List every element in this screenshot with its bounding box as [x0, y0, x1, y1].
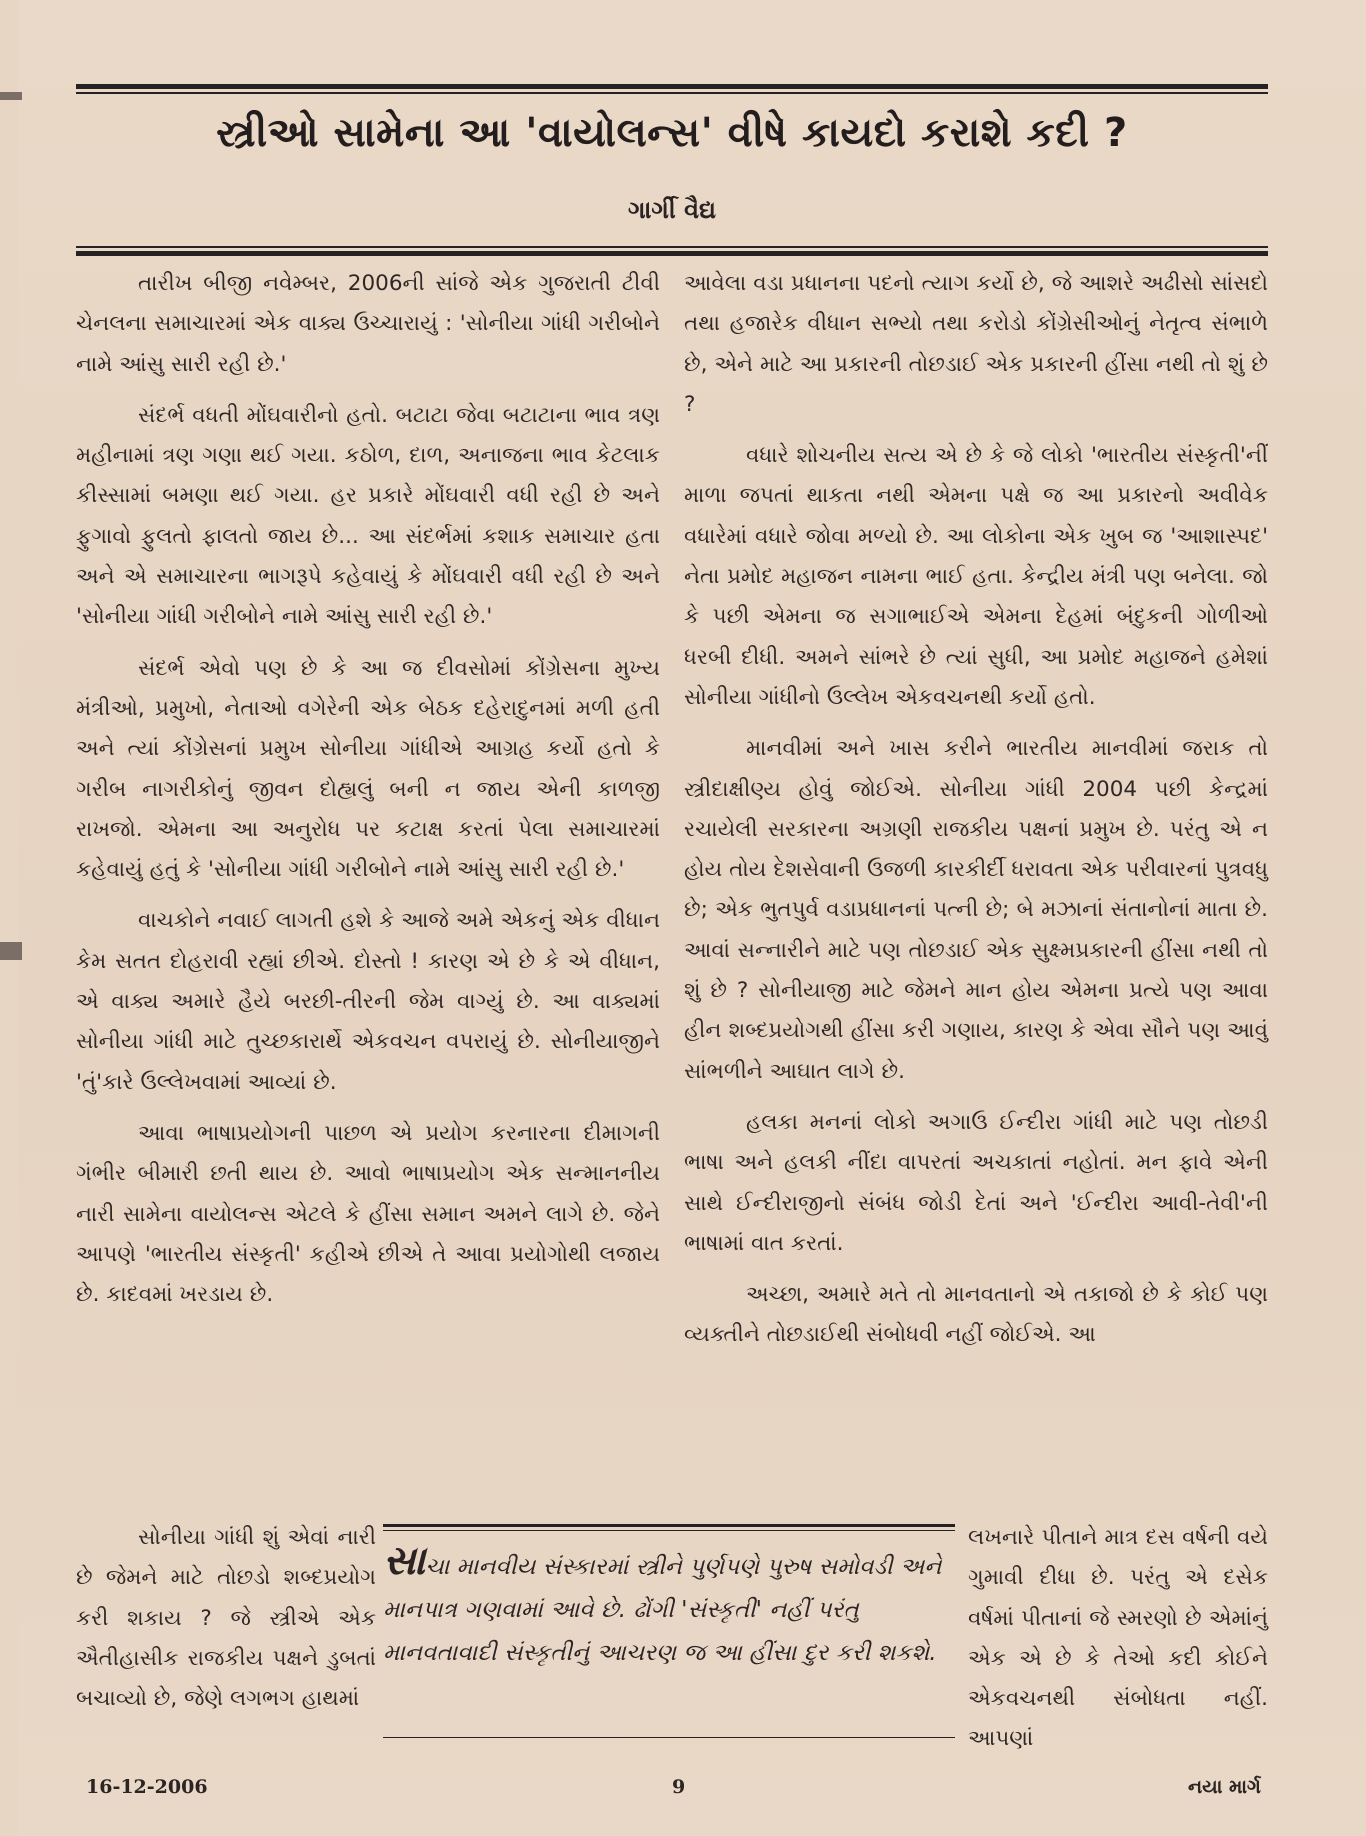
left-bottom-paragraph: સોનીયા ગાંધી શું એવાં નારી છે જેમને માટે તોછડો શબ્દપ્રયોગ કરી શકાય ? જે સ્ત્રીએ એક ઐતીહાસીક રાજકીય પક્ષને ડુબતાં બચાવ્યો છે, જેણે લગભગ હાથમાં: [76, 1525, 376, 1712]
left-paragraph: સંદર્ભ એવો પણ છે કે આ જ દીવસોમાં કોંગ્રેસના મુખ્ય મંત્રીઓ, પ્રમુખો, નેતાઓ વગેરેની એક બેઠક દહેરાદુનમાં મળી હતી અને ત્યાં કોંગ્રેસનાં પ્રમુખ સોનીયા ગાંધીએ આગ્રહ કર્યો હતો કે ગરીબ નાગરીકોનું જીવન દોહ્યલું બની ન જાય એની કાળજી રાખજો. એમના આ અનુરોધ પર કટાક્ષ કરતાં પેલા સમાચારમાં કહેવાયું હતું કે 'સોનીયા ગાંધી ગરીબોને નામે આંસુ સારી રહી છે.': [76, 655, 660, 883]
byline-rule: [76, 246, 1268, 248]
right-paragraph: હલકા મનનાં લોકો અગાઉ ઈન્દીરા ગાંધી માટે પણ તોછડી ભાષા અને હલકી નીંદા વાપરતાં અચકાતાં નહોતાં. મન ફાવે એની સાથે ઈન્દીરાજીનો સંબંધ જોડી દેતાં અને 'ઈન્દીરા આવી-તેવી'ની ભાષામાં વાત કરતાં.: [684, 1109, 1268, 1256]
left-bottom-column: [76, 1518, 376, 1730]
right-bottom-column: [968, 1518, 1268, 1771]
pull-quote-initial: સા: [383, 1538, 426, 1584]
pull-quote-text: ચા માનવીય સંસ્કારમાં સ્ત્રીને પુર્ણપણે પુરુષ સમોવડી અને માનપાત્ર ગણવામાં આવે છે. ઢોંગી 'સંસ્કૃતી' નહીં પરંતુ માનવતાવાદી સંસ્કૃતીનું આચરણ જ આ હીંસા દુર કરી શકશે.: [383, 1554, 942, 1666]
right-paragraph: અચ્છા, અમારે મતે તો માનવતાનો એ તકાજો છે કે કોઈ પણ વ્યક્તીને તોછડાઈથી સંબોધવી નહીં જોઈએ. આ: [684, 1282, 1268, 1348]
torn-edge-top: [0, 92, 22, 100]
right-bottom-paragraph: લખનારે પીતાને માત્ર દસ વર્ષની વયે ગુમાવી દીધા છે. પરંતુ એ દસેક વર્ષમાં પીતાનાં જે સ્મરણો છે એમાંનું એક એ છે કે તેઓ કદી કોઈને એકવચનથી સંબોધતા નહીં. આપણાં: [968, 1525, 1268, 1752]
right-column: [684, 264, 1268, 1367]
article-byline: ગાર્ગી વૈદ્ય: [627, 196, 717, 224]
footer-date: 16-12-2006: [86, 1776, 208, 1798]
pull-quote: [383, 1540, 955, 1675]
torn-edge-bottom: [0, 942, 22, 960]
left-paragraph: સંદર્ભ વધતી મોંઘવારીનો હતો. બટાટા જેવા બટાટાના ભાવ ત્રણ મહીનામાં ત્રણ ગણા થઈ ગયા. કઠોળ, દાળ, અનાજના ભાવ કેટલાક કીસ્સામાં બમણા થઈ ગયા. હર પ્રકારે મોંઘવારી વધી રહી છે અને ફુગાવો ફુલતો ફાલતો જાય છે... આ સંદર્ભમાં કશાક સમાચાર હતા અને એ સમાચારના ભાગરૂપે કહેવાયું કે મોંઘવારી વધી રહી છે અને 'સોનીયા ગાંધી ગરીબોને નામે આંસુ સારી રહી છે.': [76, 402, 660, 630]
footer-publication: નયા માર્ગ: [1188, 1776, 1261, 1798]
pullquote-top-rule: [383, 1524, 955, 1527]
article-headline: સ્ત્રીઓ સામેના આ 'વાયોલન્સ' વીષે કાયદો કરાશે કદી ?: [216, 110, 1128, 156]
top-rule: [76, 84, 1268, 89]
top-rule-thin: [76, 92, 1268, 94]
right-paragraph: માનવીમાં અને ખાસ કરીને ભારતીય માનવીમાં જરાક તો સ્ત્રીદાક્ષીણ્ય હોવું જોઈએ. સોનીયા ગાંધી 2004 પછી કેન્દ્રમાં રચાયેલી સરકારના અગ્રણી રાજકીય પક્ષનાં પ્રમુખ છે. પરંતુ એ ન હોય તોય દેશસેવાની ઉજળી કારકીર્દી ધરાવતા એક પરીવારનાં પુત્રવધુ છે; એક ભુતપુર્વ વડાપ્રધાનનાં પત્ની છે; બે મઝાનાં સંતાનોનાં માતા છે. આવાં સન્નારીને માટે પણ તોછડાઈ એક સુક્ષ્મપ્રકારની હીંસા નથી તો શું છે ? સોનીયાજી માટે જેમને માન હોય એમના પ્રત્યે પણ આવા હીન શબ્દપ્રયોગથી હીંસા કરી ગણાય, કારણ કે એવા સૌને પણ આવું સાંભળીને આઘાત લાગે છે.: [684, 736, 1268, 1084]
left-paragraph: તારીખ બીજી નવેમ્બર, 2006ની સાંજે એક ગુજરાતી ટીવી ચેનલના સમાચારમાં એક વાક્ય ઉચ્ચારાયું : 'સોનીયા ગાંધી ગરીબોને નામે આંસુ સારી રહી છે.': [76, 271, 660, 377]
right-paragraph: વધારે શોચનીય સત્ય એ છે કે જે લોકો 'ભારતીય સંસ્કૃતી'નીં માળા જપતાં થાકતા નથી એમના પક્ષે જ આ પ્રકારનો અવીવેક વધારેમાં વધારે જોવા મળ્યો છે. આ લોકોના એક ખુબ જ 'આશાસ્પદ' નેતા પ્રમોદ મહાજન નામના ભાઈ હતા. કેન્દ્રીય મંત્રી પણ બનેલા. જો કે પછી એમના જ સગાભાઈએ એમના દેહમાં બંદુકની ગોળીઓ ધરબી દીધી. અમને સાંભરે છે ત્યાં સુધી, આ પ્રમોદ મહાજને હમેશાં સોનીયા ગાંધીનો ઉલ્લેખ એકવચનથી કર્યો હતો.: [684, 443, 1268, 710]
left-column: [76, 264, 660, 1326]
right-paragraph: આવેલા વડા પ્રધાનના પદનો ત્યાગ કર્યો છે, જે આશરે અઢીસો સાંસદો તથા હજારેક વીધાન સભ્યો તથા કરોડો કોંગ્રેસીઓનું નેતૃત્વ સંભાળે છે, એને માટે આ પ્રકારની તોછડાઈ એક પ્રકારની હીંસા નથી તો શું છે ?: [684, 271, 1268, 417]
left-paragraph: વાચકોને નવાઈ લાગતી હશે કે આજે અમે એકનું એક વીધાન કેમ સતત દોહરાવી રહ્યાં છીએ. દોસ્તો ! કારણ એ છે કે એ વીધાન, એ વાક્ય અમારે હૈયે બરછી-તીરની જેમ વાગ્યું છે. આ વાક્યમાં સોનીયા ગાંધી માટે તુચ્છકારાર્થે એકવચન વપરાયું છે. સોનીયાજીને 'તું'કારે ઉલ્લેખવામાં આવ્યાં છે.: [76, 908, 660, 1095]
byline-rule-thick: [76, 251, 1268, 256]
pullquote-top-rule-thin: [383, 1530, 955, 1531]
footer-page-number: 9: [672, 1776, 686, 1798]
left-paragraph: આવા ભાષાપ્રયોગની પાછળ એ પ્રયોગ કરનારના દીમાગની ગંભીર બીમારી છતી થાય છે. આવો ભાષાપ્રયોગ એક સન્માનનીય નારી સામેના વાયોલન્સ એટલે કે હીંસા સમાન અમને લાગે છે. જેને આપણે 'ભારતીય સંસ્કૃતી' કહીએ છીએ તે આવા પ્રયોગોથી લજાય છે. કાદવમાં ખરડાય છે.: [76, 1120, 660, 1308]
pullquote-bottom-rule: [383, 1737, 955, 1738]
